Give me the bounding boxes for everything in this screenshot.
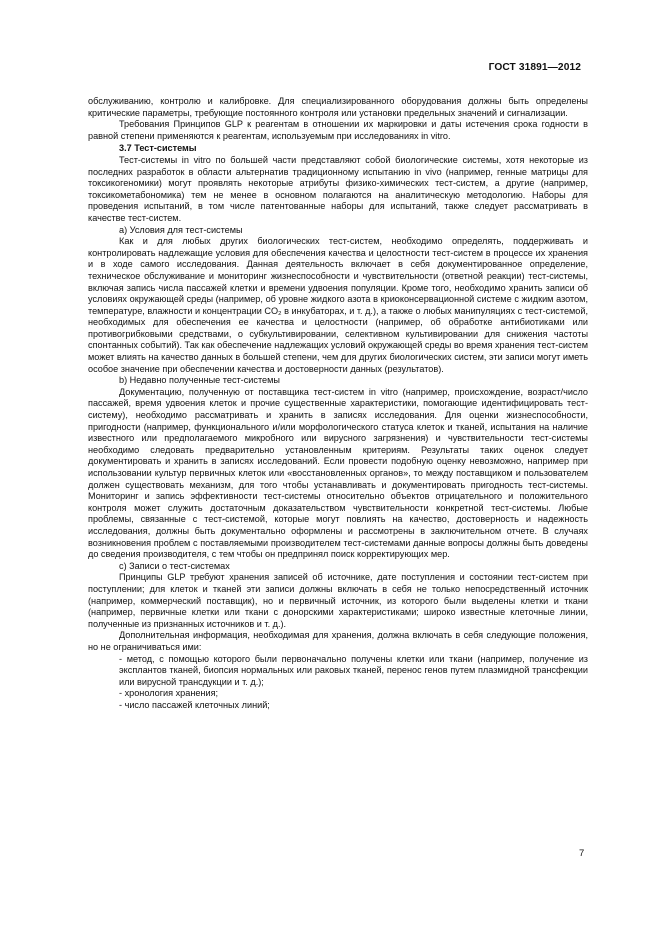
document-body	[88, 96, 588, 711]
paragraph-continuation: обслуживанию, контролю и калибровке. Для специализированного оборудования должны быть определены критические параметры, требующие постоянного контроля или установки предельных значений и сигнализации.	[88, 96, 588, 118]
section-heading-3-7: 3.7 Тест-системы	[119, 143, 197, 154]
document-header: ГОСТ 31891—2012	[488, 62, 581, 73]
paragraph-received-systems: Документацию, полученную от поставщика тест-систем in vitro (например, происхождение, возраст/число пассажей, время удвоения клеток и прочие существенные характеристики, помогающие идентифицировать тест-систему), необходимо рассматривать и хранить в записях исследования. Для оценки жизнеспособности, пригодности (например, функционального и/или морфологического статуса клеток и тканей, испытания на наличие известного или предполагаемого микробного или вирусного загрязнения) и чувствительности тест-системы необходимо следовать предварительно установленным критериям. Результаты таких оценок следует документировать и хранить в записях исследований. Если провести подобную оценку невозможно, например при использовании культур первичных клеток или «восстановленных органов», то между поставщиком и пользователем должен существовать механизм, для того чтобы устанавливать и документировать пригодность тест-системы. Мониторинг и запись эффективности тест-системы относительно объектов отрицательного и положительного контроля может служить достаточным доказательством чувствительности конкретной тест-системы. Любые проблемы, связанные с тест-системой, которые могут повлиять на качество, достоверность и надежность исследования, должны быть документально оформлены и рассмотрены в заключительном отчете. В случаях возникновения проблем с поставляемыми производителем тест-системами данные вопросы должны быть доведены до сведения производителя, с тем чтобы он предпринял поиск корректирующих мер.	[88, 386, 588, 560]
subheading-c: c) Записи о тест-системах	[119, 560, 230, 571]
subheading-b: b) Недавно полученные тест-системы	[119, 375, 280, 386]
paragraph-test-systems-intro: Тест-системы in vitro по большей части представляют собой биологические системы, хотя некоторые из последних разработок в области альтернатив традиционному испытанию in vivo (например, генные матрицы для токсикогеномики) могут проявлять некоторые атрибуты физико-химических тест-систем, а другие (например, токсикометабономика) тем не менее в основном полагаются на аналитическую методологию. Наборы для проведения испытаний, в том числе патентованные наборы для испытаний, также следует рассматривать в качестве тест-систем.	[88, 154, 588, 223]
subheading-a: a) Условия для тест-системы	[119, 224, 243, 235]
paragraph-records: Принципы GLP требуют хранения записей об источнике, дате поступления и состоянии тест-систем при поступлении; для клеток и тканей эти записи должны включать в себя не только непосредственный источник (например, коммерческий поставщик), но и первичный источник, из которого были выделены клетки и ткани (например, первичные клетки или ткани с донорскими характеристиками; широко известные клеточные линии, полученные из признанных источников и т. д.).	[88, 572, 588, 629]
paragraph-conditions: Как и для любых других биологических тест-систем, необходимо определять, поддерживать и контролировать надлежащие условия для обеспечения качества и целостности тест-систем в процессе их хранения и в ходе самого исследования. Данная деятельность включает в себя документированное определение, техническое обслуживание и мониторинг жизнеспособности и чувствительности (ответной реакции) тест-системы, включая запись числа пассажей клетки и времени удвоения популяции. Кроме того, необходимо хранить записи об условиях окружающей среды (например, об уровне жидкого азота в криоконсервационной системе с жидким азотом, температуре, влажности и концентрации CO₂ в инкубаторах, и т. д.), а также о любых манипуляциях с тест-системой, необходимых для обеспечения ее качества и целостности (например, об обработке антибиотиками или противогрибковыми средствами, о субкультивировании, селективном культивировании для снижения частоты спонтанных событий). Так как обеспечение надлежащих условий окружающей среды во время хранения тест-систем может влиять на качество данных в большей степени, чем для других биологических систем, эти записи могут иметь особое значение при обеспечении качества и достоверности данных (результатов).	[88, 236, 588, 374]
list-item-method: - метод, с помощью которого были первоначально получены клетки или ткани (например, получение из эксплантов тканей, биопсия нормальных или раковых тканей, перенос генов путем плазмидной трансфекции или вирусной трансдукции и т. д.);	[119, 653, 588, 687]
list-item-storage-history: - хронология хранения;	[119, 688, 219, 699]
list-item-passage-number: - число пассажей клеточных линий;	[119, 699, 270, 710]
paragraph-additional-info: Дополнительная информация, необходимая для хранения, должна включать в себя следующие положения, но не ограничиваться ими:	[88, 630, 588, 652]
page-number: 7	[579, 848, 585, 859]
paragraph-reagents: Требования Принципов GLP к реагентам в отношении их маркировки и даты истечения срока годности в равной степени применяются к реагентам, используемым при исследованиях in vitro.	[88, 119, 588, 141]
